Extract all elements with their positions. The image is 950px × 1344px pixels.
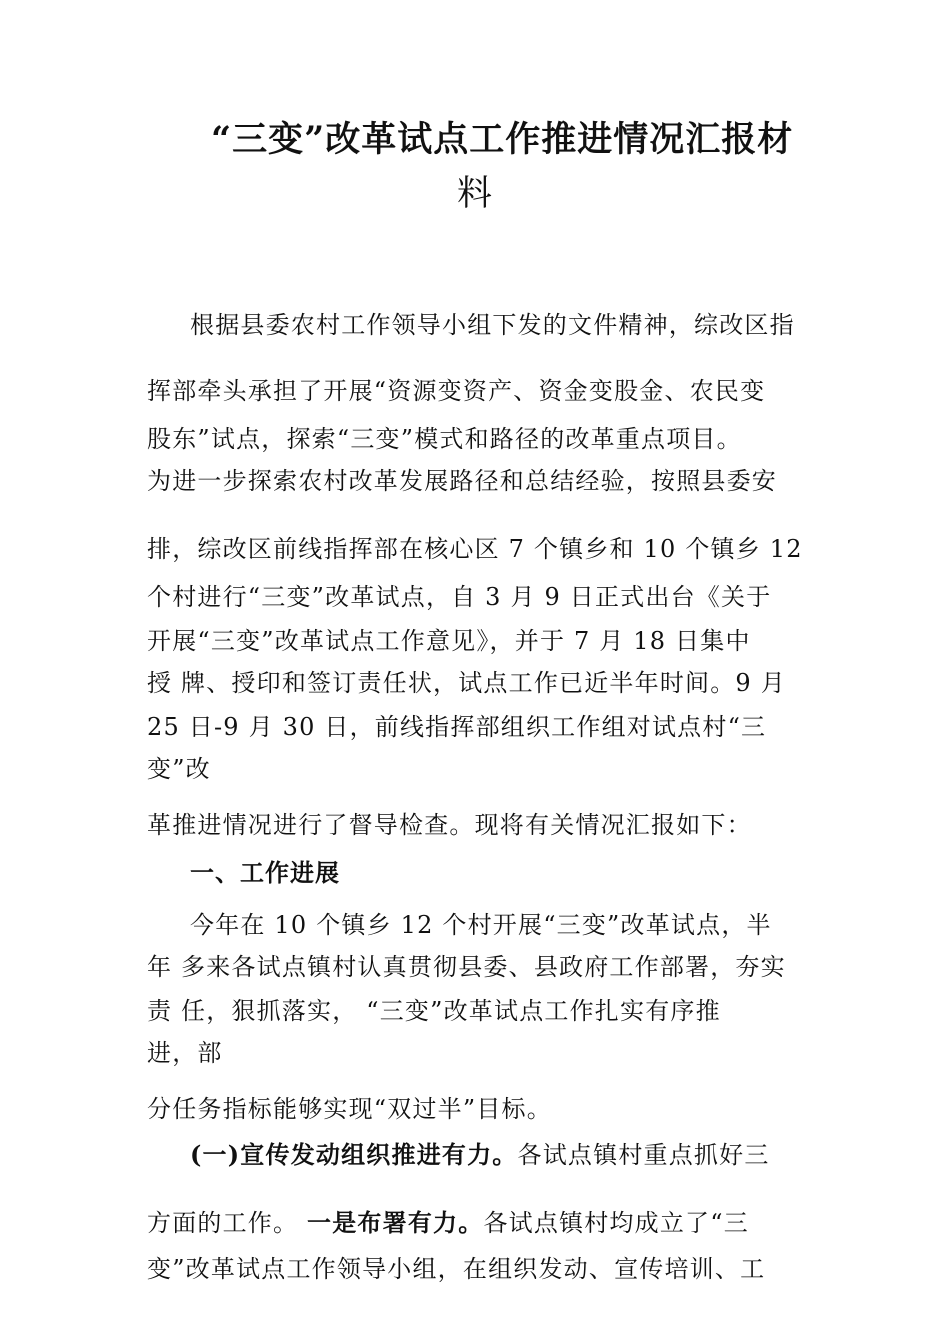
document-title-line1: “三变”改革试点工作推进情况汇报材	[211, 119, 794, 160]
paragraph-line: 革推进情况进行了督导检查。现将有关情况汇报如下：	[147, 811, 752, 839]
document-title-line2: 料	[457, 174, 493, 214]
subsection-heading: (一)宣传发动组织推进有力。	[190, 1140, 518, 1169]
paragraph-line: 25 日-9 月 30 日，前线指挥部组织工作组对试点村“三	[147, 713, 767, 741]
paragraph-line: 为进一步探索农村改革发展路径和总结经验，按照县委安	[147, 467, 777, 495]
emphasis-text: 一是布署有力。	[307, 1208, 484, 1237]
paragraph-line: 进，部	[147, 1039, 223, 1067]
paragraph-line: 挥部牵头承担了开展“资源变资产、资金变股金、农民变	[147, 377, 766, 405]
paragraph-text: 各试点镇村均成立了“三	[483, 1209, 749, 1237]
paragraph-line: 责 任，狠抓落实， “三变”改革试点工作扎实有序推	[147, 997, 721, 1025]
section-heading: 一、工作进展	[190, 859, 340, 887]
paragraph-line: 股东”试点，探索“三变”模式和路径的改革重点项目。	[147, 425, 742, 453]
paragraph-line: 变”改革试点工作领导小组，在组织发动、宣传培训、工	[147, 1255, 766, 1283]
paragraph-line: 分任务指标能够实现“双过半”目标。	[147, 1095, 552, 1123]
paragraph-line: 年 多来各试点镇村认真贯彻县委、县政府工作部署，夯实	[147, 953, 786, 981]
paragraph-line: 根据县委农村工作领导小组下发的文件精神，综改区指	[190, 311, 795, 339]
paragraph-line: 今年在 10 个镇乡 12 个村开展“三变”改革试点，半	[190, 911, 772, 939]
paragraph-line: 变”改	[147, 755, 211, 783]
paragraph-line: 授 牌、授印和签订责任状，试点工作已近半年时间。9 月	[147, 669, 786, 697]
paragraph-line	[147, 1207, 749, 1239]
paragraph-line: 开展“三变”改革试点工作意见》，并于 7 月 18 日集中	[147, 627, 751, 655]
paragraph-line: 个村进行“三变”改革试点，自 3 月 9 日正式出台《关于	[147, 583, 772, 611]
paragraph-line: 排，综改区前线指挥部在核心区 7 个镇乡和 10 个镇乡 12	[147, 535, 803, 563]
subsection-line	[190, 1139, 770, 1171]
subsection-text: 各试点镇村重点抓好三	[517, 1141, 770, 1169]
paragraph-text: 方面的工作。	[147, 1209, 308, 1237]
